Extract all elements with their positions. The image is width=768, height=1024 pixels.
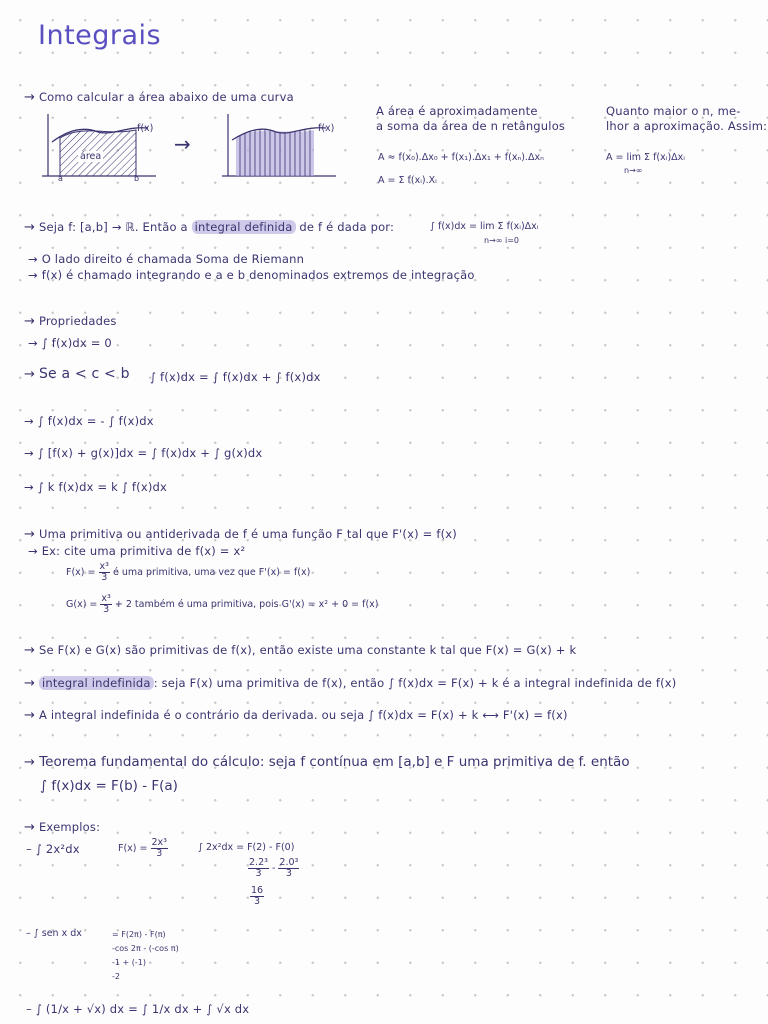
example-2-integral bbox=[26, 928, 82, 939]
example-1-step-3-den: 3 bbox=[254, 895, 261, 907]
primitive-F-den: 3 bbox=[101, 571, 108, 583]
example-1-step-2-den-b: 3 bbox=[285, 867, 292, 879]
area-heading: Como calcular a área abaixo de uma curva bbox=[38, 90, 294, 104]
example-1-F-num: 2x³ bbox=[151, 837, 167, 848]
quanto-line-2: lhor a aproximação. Assim: bbox=[606, 119, 768, 133]
theorem-line-1 bbox=[24, 754, 630, 770]
property-3-text: ∫ f(x)dx = - ∫ f(x)dx bbox=[37, 414, 154, 428]
indefinite-line-1-text: Se F(x) e G(x) são primitivas de f(x), então existe uma constante k tal que F(x) = G(x) + k bbox=[38, 643, 577, 657]
primitive-G-num: x³ bbox=[101, 593, 111, 604]
fx-label: f(x) bbox=[137, 123, 154, 134]
example-1-step-3 bbox=[250, 886, 264, 907]
primitive-def-row bbox=[24, 527, 457, 542]
primitive-F-lhs: F(x) = bbox=[66, 566, 96, 578]
example-1-step-3-num: 16 bbox=[251, 885, 264, 896]
property-2-formula: ∫ f(x)dx = ∫ f(x)dx + ∫ f(x)dx bbox=[150, 370, 321, 384]
example-1-step-2-num-b: 2.0³ bbox=[279, 857, 299, 868]
example-2-step: -2 bbox=[112, 972, 120, 981]
example-1-integral-text: ∫ 2x²dx bbox=[35, 842, 80, 856]
property-4-text: ∫ [f(x) + g(x)]dx = ∫ f(x)dx + ∫ g(x)dx bbox=[37, 446, 263, 460]
arrow-icon: → bbox=[28, 252, 38, 266]
primitive-F-num: x³ bbox=[99, 561, 109, 572]
integrand-row bbox=[28, 268, 475, 282]
examples-heading: Exemplos: bbox=[38, 820, 101, 834]
dash-bullet: – bbox=[26, 842, 32, 856]
limit-sub: n→∞ bbox=[624, 166, 643, 175]
example-2-step: = F(2π) - F(π) bbox=[112, 930, 166, 939]
definition-row bbox=[24, 220, 394, 235]
example-3 bbox=[26, 1002, 249, 1016]
property-4 bbox=[24, 446, 262, 460]
quanto-line-1: Quanto maior o n, me- bbox=[606, 104, 741, 118]
area-heading-row bbox=[24, 90, 294, 105]
property-5-text: ∫ k f(x)dx = k ∫ f(x)dx bbox=[37, 480, 168, 494]
example-2-steps bbox=[112, 928, 179, 984]
right-arrow-icon: → bbox=[174, 132, 191, 156]
example-1-step-2-den-a: 3 bbox=[255, 867, 262, 879]
indefinite-line-3 bbox=[24, 708, 568, 723]
arrow-icon: → bbox=[24, 220, 36, 235]
example-1-step-2-frac-b bbox=[278, 858, 299, 879]
primitive-G-den: 3 bbox=[103, 603, 110, 615]
primitive-F-rest: é uma primitiva, uma vez que F'(x) = f(x) bbox=[112, 566, 311, 578]
example-3-text: ∫ (1/x + √x) dx = ∫ 1/x dx + ∫ √x dx bbox=[35, 1002, 250, 1016]
dash-bullet: – bbox=[26, 1002, 32, 1016]
example-1-step-3-frac bbox=[250, 886, 264, 907]
riemann-note: O lado direito é chamada Soma de Riemann bbox=[41, 252, 305, 266]
definition-text-a: Seja f: [a,b] → ℝ. Então a bbox=[38, 220, 188, 234]
area-graph bbox=[38, 110, 158, 185]
arrow-icon: → bbox=[24, 367, 36, 382]
page-title: Integrais bbox=[38, 20, 162, 51]
area-label: área bbox=[80, 151, 102, 162]
primitive-G-row bbox=[66, 594, 379, 615]
indefinite-line-1 bbox=[24, 643, 576, 658]
example-1-F-den: 3 bbox=[156, 847, 163, 859]
arrow-icon: → bbox=[28, 336, 38, 350]
example-1-F-frac bbox=[151, 838, 168, 859]
properties-heading-row bbox=[24, 314, 117, 329]
riemann-sum-formula: A ≈ f(x₀).Δx₀ + f(x₁).Δx₁ + f(xₙ).Δxₙ bbox=[378, 152, 544, 163]
primitive-G-frac bbox=[100, 594, 111, 615]
example-1-F-row bbox=[118, 838, 168, 859]
riemann-row bbox=[28, 252, 304, 266]
example-1-integral bbox=[26, 842, 80, 856]
arrow-icon: → bbox=[24, 314, 36, 329]
dash-bullet: – bbox=[26, 928, 31, 939]
example-1-step-2-num-a: 2.2³ bbox=[249, 857, 268, 868]
arrow-icon: → bbox=[24, 527, 36, 542]
example-1-step-2-frac-a bbox=[248, 858, 269, 879]
arrow-icon: → bbox=[24, 676, 36, 691]
primitive-G-lhs: G(x) = bbox=[66, 598, 98, 610]
fx-label-2: f(x) bbox=[318, 123, 335, 134]
arrow-icon: → bbox=[24, 480, 34, 494]
example-2-step: -1 + (-1) bbox=[112, 958, 146, 967]
examples-heading-row bbox=[24, 820, 100, 835]
definition-formula: ∫ f(x)dx = lim Σ f(xᵢ)Δxᵢ bbox=[430, 221, 539, 232]
property-2-condition: Se a < c < b bbox=[38, 366, 130, 382]
indefinite-line-2-text: : seja F(x) uma primitiva de f(x), então ∫ f(x)dx = F(x) + k é a integral indefinida de f(x) bbox=[153, 676, 677, 690]
primitive-ex: Ex: cite uma primitiva de f(x) = x² bbox=[41, 544, 246, 558]
indefinite-line-2 bbox=[24, 676, 677, 691]
arrow-icon: → bbox=[28, 268, 38, 282]
property-1 bbox=[28, 336, 112, 350]
definition-text-b: de f é dada por: bbox=[299, 220, 395, 234]
theorem-line-2: ∫ f(x)dx = F(b) - F(a) bbox=[40, 778, 178, 794]
property-3 bbox=[24, 414, 154, 428]
integrand-note: f(x) é chamado integrando e a e b denominados extremos de integração bbox=[41, 268, 475, 282]
properties-heading: Propriedades bbox=[38, 314, 117, 328]
arrow-icon: → bbox=[28, 544, 38, 558]
arrow-icon: → bbox=[24, 820, 36, 835]
approx-line-2: a soma da área de n retângulos bbox=[376, 119, 566, 133]
limit-formula: A = lim Σ f(xᵢ)Δxᵢ bbox=[606, 152, 685, 163]
property-5 bbox=[24, 480, 167, 494]
b-label: b bbox=[134, 174, 140, 183]
example-2-step: -cos 2π - (-cos π) bbox=[112, 944, 179, 953]
primitive-F-frac bbox=[99, 562, 110, 583]
example-2-integral-text: ∫ sen x dx bbox=[33, 928, 82, 939]
rectangles-graph bbox=[214, 110, 339, 185]
example-1-F-lhs: F(x) = bbox=[118, 842, 148, 854]
arrow-icon: → bbox=[24, 414, 34, 428]
indefinite-line-3-text: A integral indefinida é o contrário da derivada. ou seja ∫ f(x)dx = F(x) + k ⟷ F'(x) = f(x) bbox=[38, 708, 568, 722]
arrow-icon: → bbox=[24, 643, 36, 658]
approx-line-1: A área é aproximadamente bbox=[376, 104, 538, 118]
primitive-G-rest: + 2 também é uma primitiva, pois G'(x) = x² + 0 = f(x) bbox=[114, 598, 379, 610]
a-label: a bbox=[58, 174, 63, 183]
primitive-ex-row bbox=[28, 544, 245, 558]
definition-formula-sub: n→∞ i=0 bbox=[484, 236, 519, 245]
property-2-condition-row bbox=[24, 366, 130, 382]
example-1-step-1: ∫ 2x²dx = F(2) - F(0) bbox=[198, 842, 295, 853]
sum-formula: A = Σ f(xᵢ).Xᵢ bbox=[378, 175, 437, 186]
example-1-step-2 bbox=[248, 858, 299, 879]
arrow-icon: → bbox=[24, 90, 36, 105]
property-1-text: ∫ f(x)dx = 0 bbox=[41, 336, 112, 350]
primitive-F-row bbox=[66, 562, 310, 583]
primitive-def: Uma primitiva ou antiderivada de f é uma função F tal que F'(x) = f(x) bbox=[38, 527, 457, 541]
arrow-icon: → bbox=[24, 755, 35, 770]
arrow-icon: → bbox=[24, 446, 34, 460]
integral-definida-highlight: integral definida bbox=[192, 220, 296, 234]
arrow-icon: → bbox=[24, 708, 36, 723]
theorem-line-1-text: Teorema fundamental do cálculo: seja f contínua em [a,b] e F uma primitiva de f. então bbox=[39, 754, 630, 770]
integral-indefinida-highlight: integral indefinida bbox=[39, 676, 154, 690]
minus-sign: - bbox=[271, 862, 276, 874]
